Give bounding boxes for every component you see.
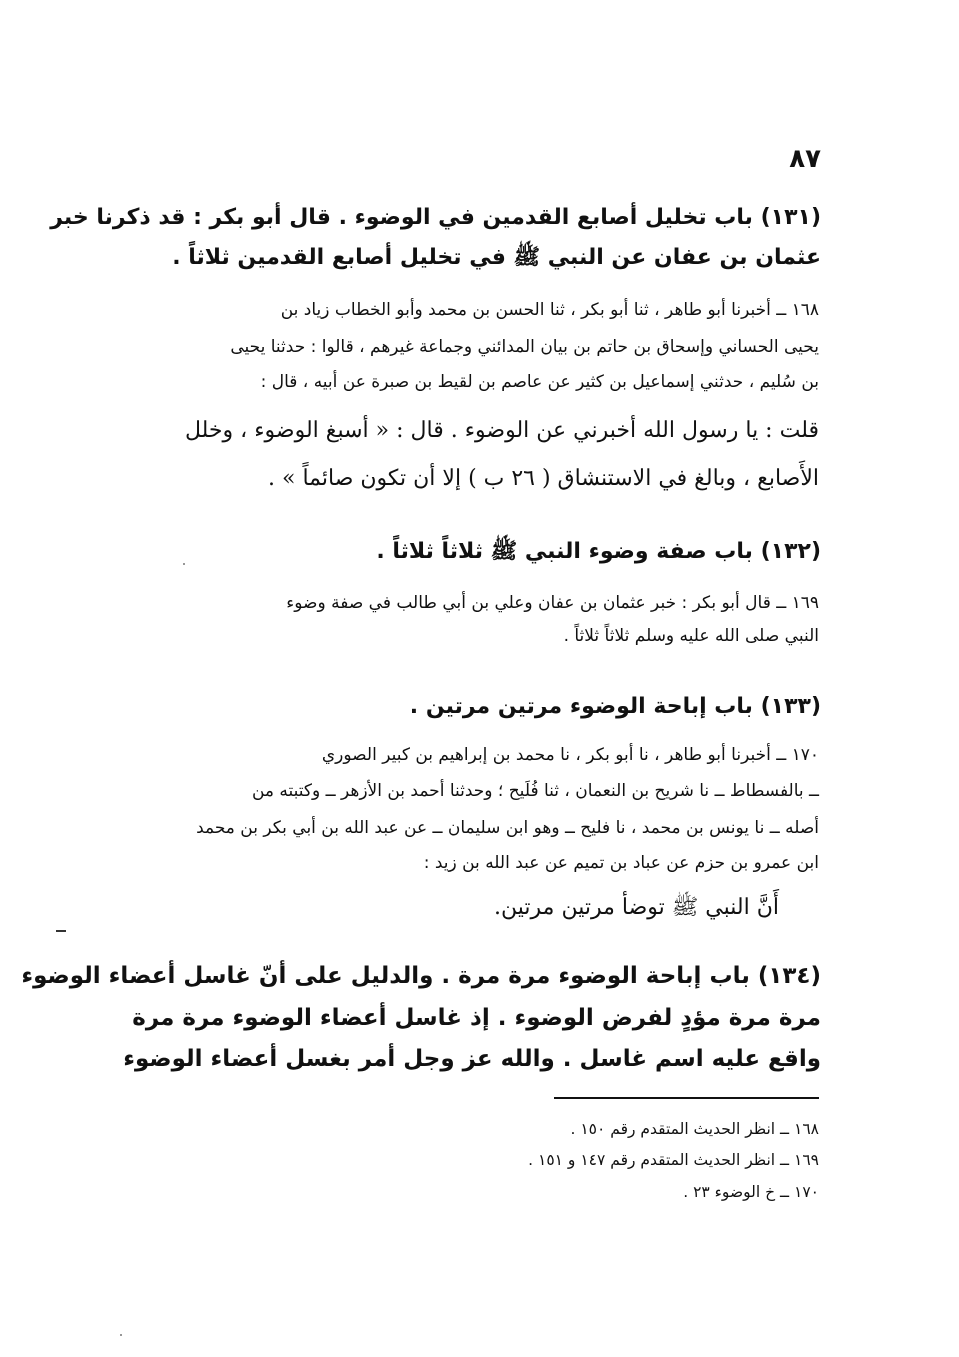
hadith-170-text: أَنَّ النبي ﷺ توضأ مرتين مرتين. (494, 895, 779, 920)
hadith-168-line-1: ١٦٨ ــ أخبرنا أبو طاهر ، ثنا أبو بكر ، ثنا الحسن بن محمد وأبو الخطاب زياد بن (280, 300, 819, 320)
chapter-heading-134-line-1: (١٣٤) باب إباحة الوضوء مرة مرة . والدليل على أنّ غاسل أعضاء الوضوء (21, 963, 821, 989)
hadith-168-text-line-1: قلت : يا رسول الله أخبرني عن الوضوء . قال : « أسبغ الوضوء ، وخلل (184, 418, 819, 443)
page-number: ٨٧ (789, 144, 821, 174)
chapter-heading-134-line-2: مرة مرة مؤدٍ لفرض الوضوء . إذ غاسل أعضاء الوضوء مرة مرة (132, 1005, 821, 1031)
chapter-heading-132: (١٣٢) باب صفة وضوء النبي ﷺ ثلاثاً ثلاثاً . (376, 539, 821, 564)
hadith-168-line-3: بن سُليم ، حدثني إسماعيل بن كثير عن عاصم بن لقيط بن صبرة عن أبيه ، قال : (260, 372, 819, 392)
hadith-169-line-2: النبي صلى الله عليه وسلم ثلاثاً ثلاثاً . (563, 626, 819, 646)
hadith-170-line-3: أصله ــ نا يونس بن محمد ، نا فليح ــ وهو ابن سليمان ــ عن عبد الله بن أبي بكر بن محمد (196, 818, 819, 838)
footnote-170: ١٧٠ ــ خ الوضوء ٢٣ . (683, 1183, 819, 1201)
chapter-heading-131-line-2: عثمان بن عفان عن النبي ﷺ في تخليل أصابع القدمين ثلاثاً . (172, 245, 821, 270)
chapter-heading-133: (١٣٣) باب إباحة الوضوء مرتين مرتين . (409, 694, 821, 719)
margin-mark (56, 930, 66, 932)
hadith-169-line-1: ١٦٩ ــ قال أبو بكر : خبر عثمان بن عفان وعلي بن أبي طالب في صفة وضوء (286, 593, 819, 613)
hadith-170-line-1: ١٧٠ ــ أخبرنا أبو طاهر ، نا أبو بكر ، نا محمد بن إبراهيم بن كبير الصوري (321, 745, 819, 765)
footnote-169: ١٦٩ ــ انظر الحديث المتقدم رقم ١٤٧ و ١٥١ . (528, 1151, 819, 1169)
hadith-168-line-2: يحيى الحساني وإسحاق بن حاتم بن بيان المدائني وجماعة غيرهم ، قالوا : حدثنا يحيى (230, 337, 819, 357)
hadith-170-line-4: ابن عمرو بن حزم عن عباد بن تميم عن عبد الله بن زيد : (423, 853, 819, 873)
chapter-heading-134-line-3: واقع عليه اسم غاسل . والله عز وجل أمر بغسل أعضاء الوضوء (123, 1046, 821, 1072)
hadith-168-text-line-2: الأَصابع ، وبالغ في الاستنشاق ( ٢٦ ب ) إلا أن تكون صائماً » . (268, 466, 819, 491)
scan-speck (183, 563, 185, 565)
scan-speck (120, 1334, 122, 1336)
footnote-168: ١٦٨ ــ انظر الحديث المتقدم رقم ١٥٠ . (570, 1120, 819, 1138)
hadith-170-line-2: ــ بالفسطاط ــ نا شريح بن النعمان ، ثنا فُلَيح ؛ وحدثنا أحمد بن الأزهر ــ وكتبته من (251, 781, 819, 801)
chapter-heading-131-line-1: (١٣١) باب تخليل أصابع القدمين في الوضوء . قال أبو بكر : قد ذكرنا خبر (50, 205, 821, 230)
footnote-separator (554, 1097, 819, 1099)
